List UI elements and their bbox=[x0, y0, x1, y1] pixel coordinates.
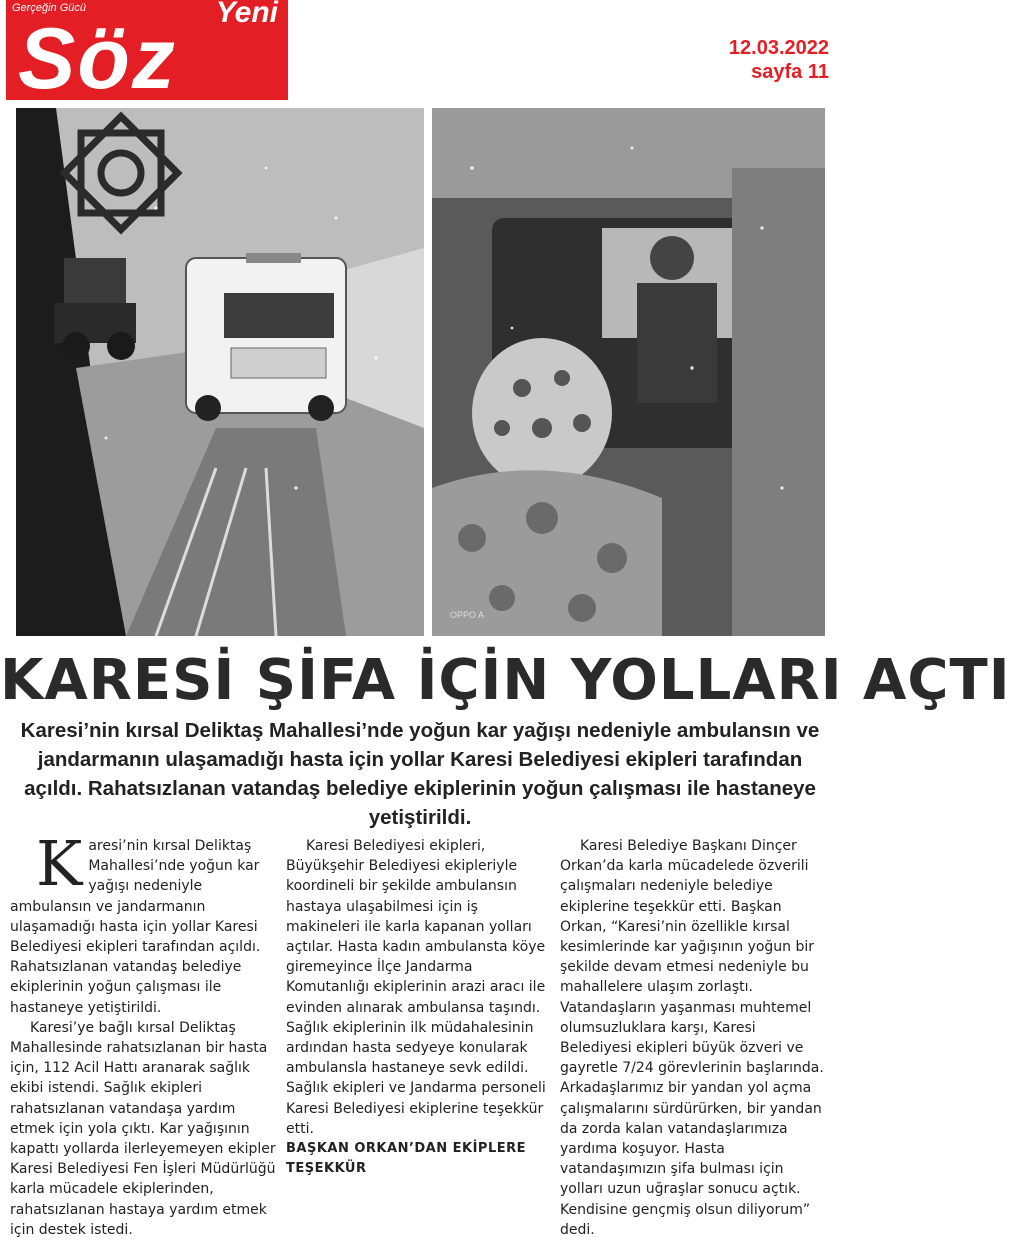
paragraph: Karesi Belediye Başkanı Dinçer Orkan’da karla mücadelede özverili çalışmaları nedeniyle belediye ekiplerine teşekkür etti. Başkan Orkan, “Karesi’nin özellikle kırsal kesimlerinde kar yağışının yoğun bir şekilde devam etmesi nedeniyle bu mahallelere ulaşım zorlaştı. Vatandaşların yaşanması muhtemel olumsuzluklara karşı, Karesi Belediyesi ekipleri büyük özveri ve gayretle 7/24 görevlerinin başlarında. Arkadaşlarımız bir yandan yol açma çalışmalarını sürdürürken, bir yandan da zorda kalan vatandaşlarımıza yardıma koşuyor. Hasta vatandaşımızın şifa bulması için yolları uzun uğraşlar sonucu açtık. Kendisine gençmiş olsun diliyorum” dedi. bbox=[560, 838, 824, 1238]
camera-stamp: OPPO A bbox=[450, 610, 485, 620]
paragraph: Karesi Belediyesi ekipleri, Büyükşehir Belediyesi ekipleriyle koordineli bir şekilde ambulansın hastaya ulaşabilmesi için iş makineleri ile karla kapanan yolları açtılar. Hasta kadın ambulansta köye giremeyince İlçe Jandarma Komutanlığı ekiplerinin arazi aracı ile evinden alınarak ambulansa taşındı. Sağlık ekiplerinin ilk müdahalesinin ardından hasta sedyeye konularak ambulansla hastaneye sevk edildi. Sağlık ekipleri ve Jandarma personeli Karesi Belediyesi ekiplerine teşekkür etti. bbox=[286, 838, 546, 1137]
issue-date: 12.03.2022 bbox=[728, 37, 829, 59]
drop-cap: K bbox=[36, 827, 83, 900]
masthead-yeni: Yeni bbox=[215, 0, 278, 29]
masthead-name: Söz bbox=[18, 11, 177, 107]
paragraph: aresi’nin kırsal Deliktaş Mahallesi’nde yoğun kar yağışı nedeniyle ambulansın ve jandarmanın ulaşamadığı hasta için yollar Karesi Belediyesi ekipleri tarafından açıldı. Rahatsızlanan vatandaş belediye ekiplerinin yoğun çalışması ile hastaneye yetiştirildi. bbox=[10, 838, 261, 1016]
paragraph: Karesi’ye bağlı kırsal Deliktaş Mahallesinde rahatsızlanan bir hasta için, 112 Acil Hattı aranarak sağlık ekibi istendi. Sağlık ekipleri rahatsızlanan vatandaşa yardım etmek için yola çıktı. Kar yağışının kapattı yollarda ilerleyemeyen ekipler Karesi Belediyesi Fen İşleri Müdürlüğü karla mücadele ekiplerinden, rahatsızlanan hastaya yardım etmek için destek istedi. bbox=[10, 1019, 276, 1238]
vehicle-rescue-illustration bbox=[432, 108, 825, 636]
article-column-2 bbox=[286, 836, 550, 1179]
article-headline: KARESİ ŞİFA İÇİN YOLLARI AÇTI bbox=[0, 648, 1011, 713]
masthead-slogan: Gerçeğin Gücü bbox=[12, 2, 86, 14]
vehicle-rescue-photo bbox=[432, 108, 825, 636]
newspaper-masthead bbox=[6, 0, 288, 107]
page-number: sayfa 11 bbox=[751, 61, 829, 83]
article-column-3 bbox=[560, 836, 826, 1240]
article-column-1 bbox=[10, 827, 278, 1240]
issue-info bbox=[729, 36, 829, 84]
article-lede: Karesi’nin kırsal Deliktaş Mahallesi’nde yoğun kar yağışı nedeniyle ambulansın ve jandarmanın ulaşamadığı hasta için yollar Karesi Belediyesi ekipleri tarafından açıldı. Rahatsızlanan vatandaş belediye ekiplerinin yoğun çalışması ile hastaneye yetiştirildi. bbox=[20, 719, 820, 829]
ambulance-photo-illustration bbox=[16, 108, 424, 636]
section-subhead: BAŞKAN ORKAN’DAN EKİPLERE TEŞEKKÜR bbox=[286, 1141, 527, 1177]
ambulance-photo bbox=[16, 108, 424, 636]
